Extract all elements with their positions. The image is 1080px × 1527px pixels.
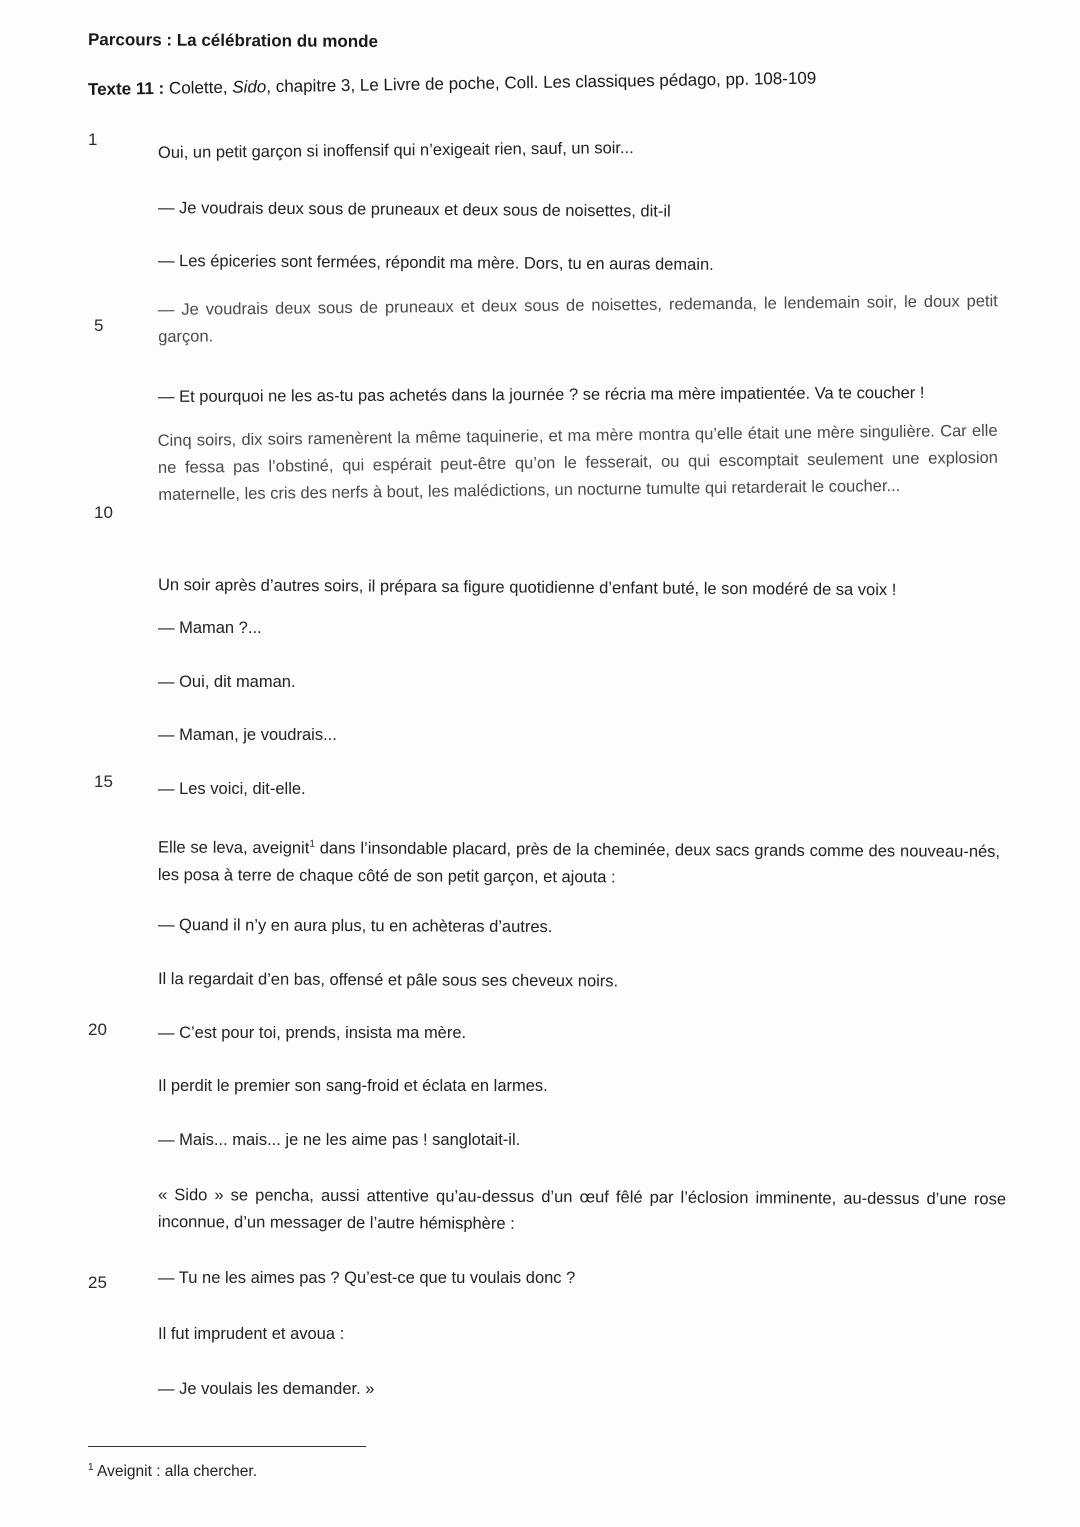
texte-author: Colette, [168,77,233,98]
parcours-value: La célébration du monde [176,30,379,52]
paragraph: Cinq soirs, dix soirs ramenèrent la même taquinerie, et ma mère montra qu’elle était une mère singulière. Car elle ne fessa pas l’obstiné, qui espérait peut-être qu’on le fesserait, ou qui escomptait seulement une explosion maternelle, les cris des nerfs à bout, les malédictions, un nocturne tumulte qui retarderait le coucher... [157,421,999,504]
dialogue-line: — Mais... mais... je ne les aime pas ! sanglotait-il. [158,1131,521,1149]
line-number: 20 [88,1020,107,1039]
dialogue-line: — Je voulais les demander. » [158,1380,375,1398]
paragraph: Il fut imprudent et avoua : [158,1325,345,1343]
paragraph: Il perdit le premier son sang-froid et éclata en larmes. [158,1077,548,1095]
dialogue-line: — Tu ne les aimes pas ? Qu’est-ce que tu voulais donc ? [158,1269,576,1287]
dialogue-line: — Je voudrais deux sous de pruneaux et deux sous de noisettes, dit-il [157,199,671,221]
footnote-marker: 1 [88,1462,94,1473]
paragraph-text: dans l’insondable placard, près de la cheminée, deux sacs grands comme des nouveau-nés, les posa à terre de chaque côté de son petit garçon, et ajouta : [157,839,1001,886]
paragraph: Un soir après d’autres soirs, il prépara sa figure quotidienne d’enfant buté, le son modéré de sa voix ! [157,576,897,600]
texte-title: Sido [232,77,267,97]
footnote-divider [88,1446,366,1447]
dialogue-line: — C’est pour toi, prends, insista ma mère. [158,1024,467,1042]
texte-label: Texte 11 : [87,78,165,99]
paragraph: Oui, un petit garçon si inoffensif qui n’exigeait rien, sauf, un soir... [157,139,634,162]
dialogue-line: — Oui, dit maman. [158,673,296,691]
text-reference [88,69,817,100]
footnote [88,1462,257,1481]
paragraph [158,830,1000,893]
footnote-term: Aveignit [97,1463,152,1481]
line-number: 1 [88,130,98,149]
texte-source: , chapitre 3, Le Livre de poche, Coll. Les classiques pédago, pp. 108-109 [266,68,817,97]
dialogue-line: — Et pourquoi ne les as-tu pas achetés dans la journée ? se récria ma mère impatientée. Va te coucher ! [157,383,925,406]
paragraph: Il la regardait d’en bas, offensé et pâle sous ses cheveux noirs. [157,970,619,991]
parcours-label: Parcours : [87,30,173,50]
footnote-definition: : alla chercher. [151,1463,257,1481]
footnote-ref: 1 [309,838,315,850]
line-number: 15 [94,772,113,791]
dialogue-line: — Maman ?... [158,619,262,637]
line-number: 10 [94,503,113,522]
dialogue-line: — Maman, je voudrais... [158,726,337,744]
dialogue-line: — Quand il n’y en aura plus, tu en achèteras d’autres. [157,916,553,937]
line-number: 5 [94,316,104,335]
paragraph: « Sido » se pencha, aussi attentive qu’au-dessus d’un œuf fêlé par l’éclosion imminente, au-dessus d’une rose inconnue, d’un messager de l’autre hémisphère : [157,1186,1007,1233]
dialogue-line: — Les voici, dit-elle. [158,780,306,798]
dialogue-line: — Je voudrais deux sous de pruneaux et deux sous de noisettes, redemanda, le lendemain soir, le doux petit garçon. [157,292,998,346]
parcours-heading [88,30,378,52]
dialogue-line: — Les épiceries sont fermées, répondit ma mère. Dors, tu en auras demain. [157,252,714,274]
paragraph-text: Elle se leva, aveignit [158,838,310,858]
line-number: 25 [88,1273,107,1292]
